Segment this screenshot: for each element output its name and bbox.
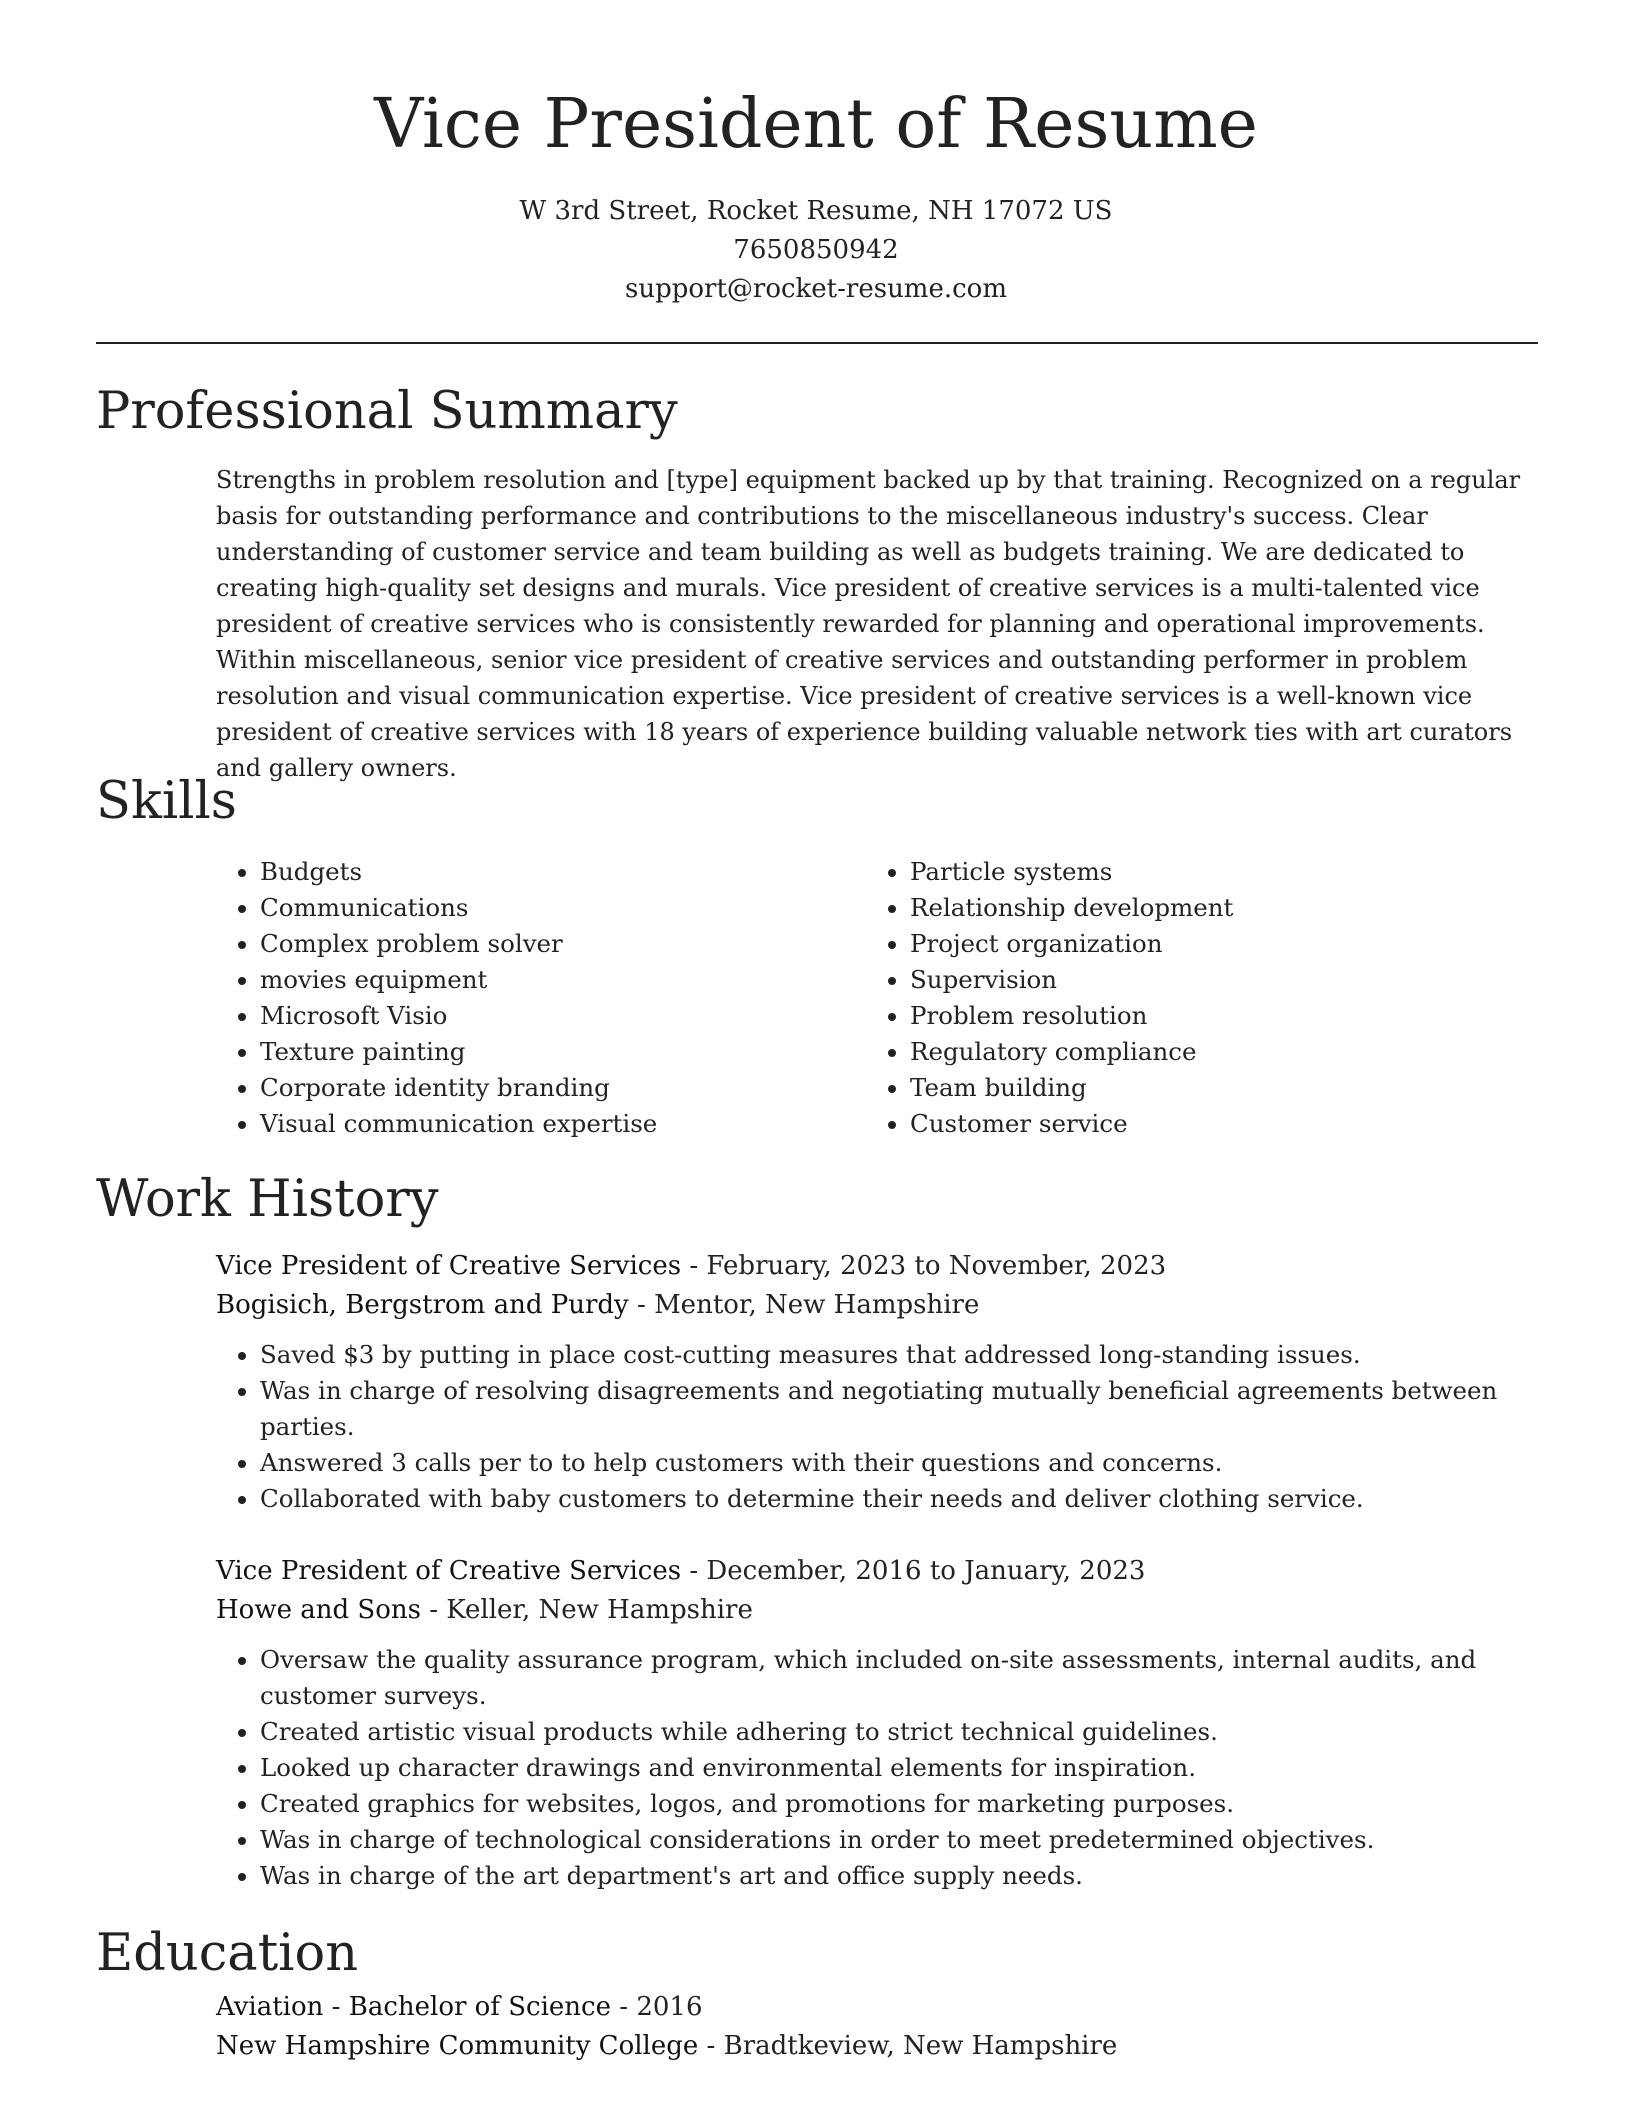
contact-phone: 7650850942 [733, 235, 899, 265]
job-company-line: Bogisich, Bergstrom and Purdy - Mentor, New Hampshire [216, 1290, 980, 1320]
job-bullet: • Was in charge of technological considerations in order to meet predetermined objectives. [260, 1822, 1538, 1858]
skills-list-left [216, 854, 657, 1142]
job-entry [216, 1247, 1538, 1517]
skills-list-right [866, 854, 1233, 1142]
job-bullets [216, 1337, 1538, 1517]
skill-item: • Particle systems [910, 854, 1233, 890]
job-bullets [216, 1642, 1538, 1894]
job-entry [216, 1552, 1538, 1894]
job-company: Bogisich, Bergstrom and Purdy [216, 1290, 629, 1320]
job-location: Keller, New Hampshire [446, 1595, 753, 1625]
skill-item: • Customer service [910, 1106, 1233, 1142]
skill-item: • Complex problem solver [260, 926, 657, 962]
skill-item: • Corporate identity branding [260, 1070, 657, 1106]
skill-item: • Regulatory compliance [910, 1034, 1233, 1070]
skill-item: • Visual communication expertise [260, 1106, 657, 1142]
header-divider [96, 342, 1538, 344]
contact-address: W 3rd Street, Rocket Resume, NH 17072 US [519, 196, 1113, 226]
skill-item: • Project organization [910, 926, 1233, 962]
skill-item: • Team building [910, 1070, 1233, 1106]
job-title-line: Vice President of Creative Services - February, 2023 to November, 2023 [216, 1251, 1167, 1281]
job-dates: December, 2016 to January, 2023 [706, 1556, 1146, 1586]
education-degree-line: Aviation - Bachelor of Science - 2016 [216, 1992, 703, 2022]
job-bullet: • Created graphics for websites, logos, and promotions for marketing purposes. [260, 1786, 1538, 1822]
job-bullet: • Looked up character drawings and environmental elements for inspiration. [260, 1750, 1538, 1786]
skills-heading: Skills [96, 772, 237, 831]
skill-item: • Texture painting [260, 1034, 657, 1070]
job-dates: February, 2023 to November, 2023 [706, 1251, 1167, 1281]
education-field: Aviation [216, 1992, 324, 2022]
job-company-line: Howe and Sons - Keller, New Hampshire [216, 1595, 753, 1625]
job-bullet: • Created artistic visual products while adhering to strict technical guidelines. [260, 1714, 1538, 1750]
skill-item: • movies equipment [260, 962, 657, 998]
skill-item: • Relationship development [910, 890, 1233, 926]
skill-item: • Budgets [260, 854, 657, 890]
job-title-line: Vice President of Creative Services - December, 2016 to January, 2023 [216, 1556, 1146, 1586]
education-location: Bradtkeview, New Hampshire [723, 2031, 1118, 2061]
job-bullet: • Was in charge of resolving disagreements and negotiating mutually beneficial agreements between parties. [260, 1373, 1538, 1445]
skill-item: • Microsoft Visio [260, 998, 657, 1034]
job-bullet: • Answered 3 calls per to to help customers with their questions and concerns. [260, 1445, 1538, 1481]
contact-block [0, 192, 1632, 309]
education-degree: Bachelor of Science [348, 1992, 611, 2022]
summary-heading: Professional Summary [96, 382, 678, 441]
job-location: Mentor, New Hampshire [654, 1290, 980, 1320]
education-school-line: New Hampshire Community College - Bradtkeview, New Hampshire [216, 2031, 1118, 2061]
work-heading: Work History [96, 1170, 439, 1229]
job-position: Vice President of Creative Services [216, 1251, 682, 1281]
education-school: New Hampshire Community College [216, 2031, 699, 2061]
summary-text: Strengths in problem resolution and [type] equipment backed up by that training. Recognized on a regular basis for outstanding performance and contributions to the miscellaneous industry's success. Clear understanding of customer service and team building as well as budgets training. We are dedicated to creating high-quality set designs and murals. Vice president of creative services is a multi-talented vice president of creative services who is consistently rewarded for planning and operational improvements. Within miscellaneous, senior vice president of creative services and outstanding performer in problem resolution and visual communication expertise. Vice president of creative services is a well-known vice president of creative services with 18 years of experience building valuable network ties with art curators and gallery owners. [216, 466, 1521, 782]
job-bullet: • Collaborated with baby customers to determine their needs and deliver clothing service. [260, 1481, 1538, 1517]
job-position: Vice President of Creative Services [216, 1556, 682, 1586]
job-bullet: • Was in charge of the art department's art and office supply needs. [260, 1858, 1538, 1894]
skill-item: • Supervision [910, 962, 1233, 998]
job-company: Howe and Sons [216, 1595, 421, 1625]
job-bullet: • Oversaw the quality assurance program, which included on-site assessments, internal audits, and customer surveys. [260, 1642, 1538, 1714]
education-heading: Education [96, 1924, 359, 1983]
skill-item: • Problem resolution [910, 998, 1233, 1034]
education-year: 2016 [636, 1992, 703, 2022]
contact-email: support@rocket-resume.com [624, 274, 1007, 304]
education-entry [216, 1988, 1538, 2066]
job-bullet: • Saved $3 by putting in place cost-cutting measures that addressed long-standing issues. [260, 1337, 1538, 1373]
resume-name: Vice President of Resume [374, 85, 1258, 164]
skill-item: • Communications [260, 890, 657, 926]
